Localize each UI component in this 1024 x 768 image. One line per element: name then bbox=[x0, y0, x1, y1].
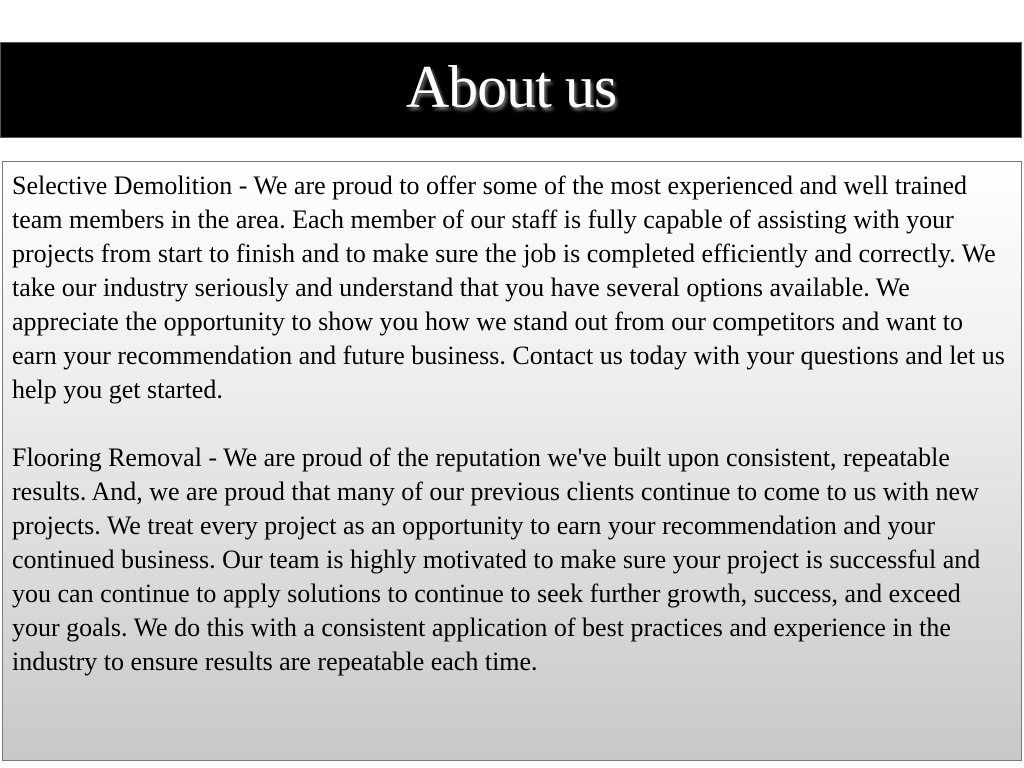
content-box bbox=[2, 161, 1022, 761]
paragraph-selective-demolition: Selective Demolition - We are proud to offer some of the most experienced and well trained team members in the area. Each member of our staff is fully capable of assisting with your projects from start to finish and to make sure the job is completed efficiently and correctly. We take our industry seriously and understand that you have several options available. We appreciate the opportunity to show you how we stand out from our competitors and want to earn your recommendation and future business. Contact us today with your questions and let us help you get started. bbox=[12, 171, 1005, 404]
page-title: About us bbox=[405, 53, 617, 120]
paragraph-flooring-removal: Flooring Removal - We are proud of the reputation we've built upon consistent, repeatable results. And, we are proud that many of our previous clients continue to come to us with new projects. We treat every project as an opportunity to earn your recommendation and your continued business. Our team is highly motivated to make sure your project is successful and you can continue to apply solutions to continue to seek further growth, success, and exceed your goals. We do this with a consistent application of best practices and experience in the industry to ensure results are repeatable each time. bbox=[12, 443, 981, 676]
title-bar bbox=[0, 42, 1022, 138]
